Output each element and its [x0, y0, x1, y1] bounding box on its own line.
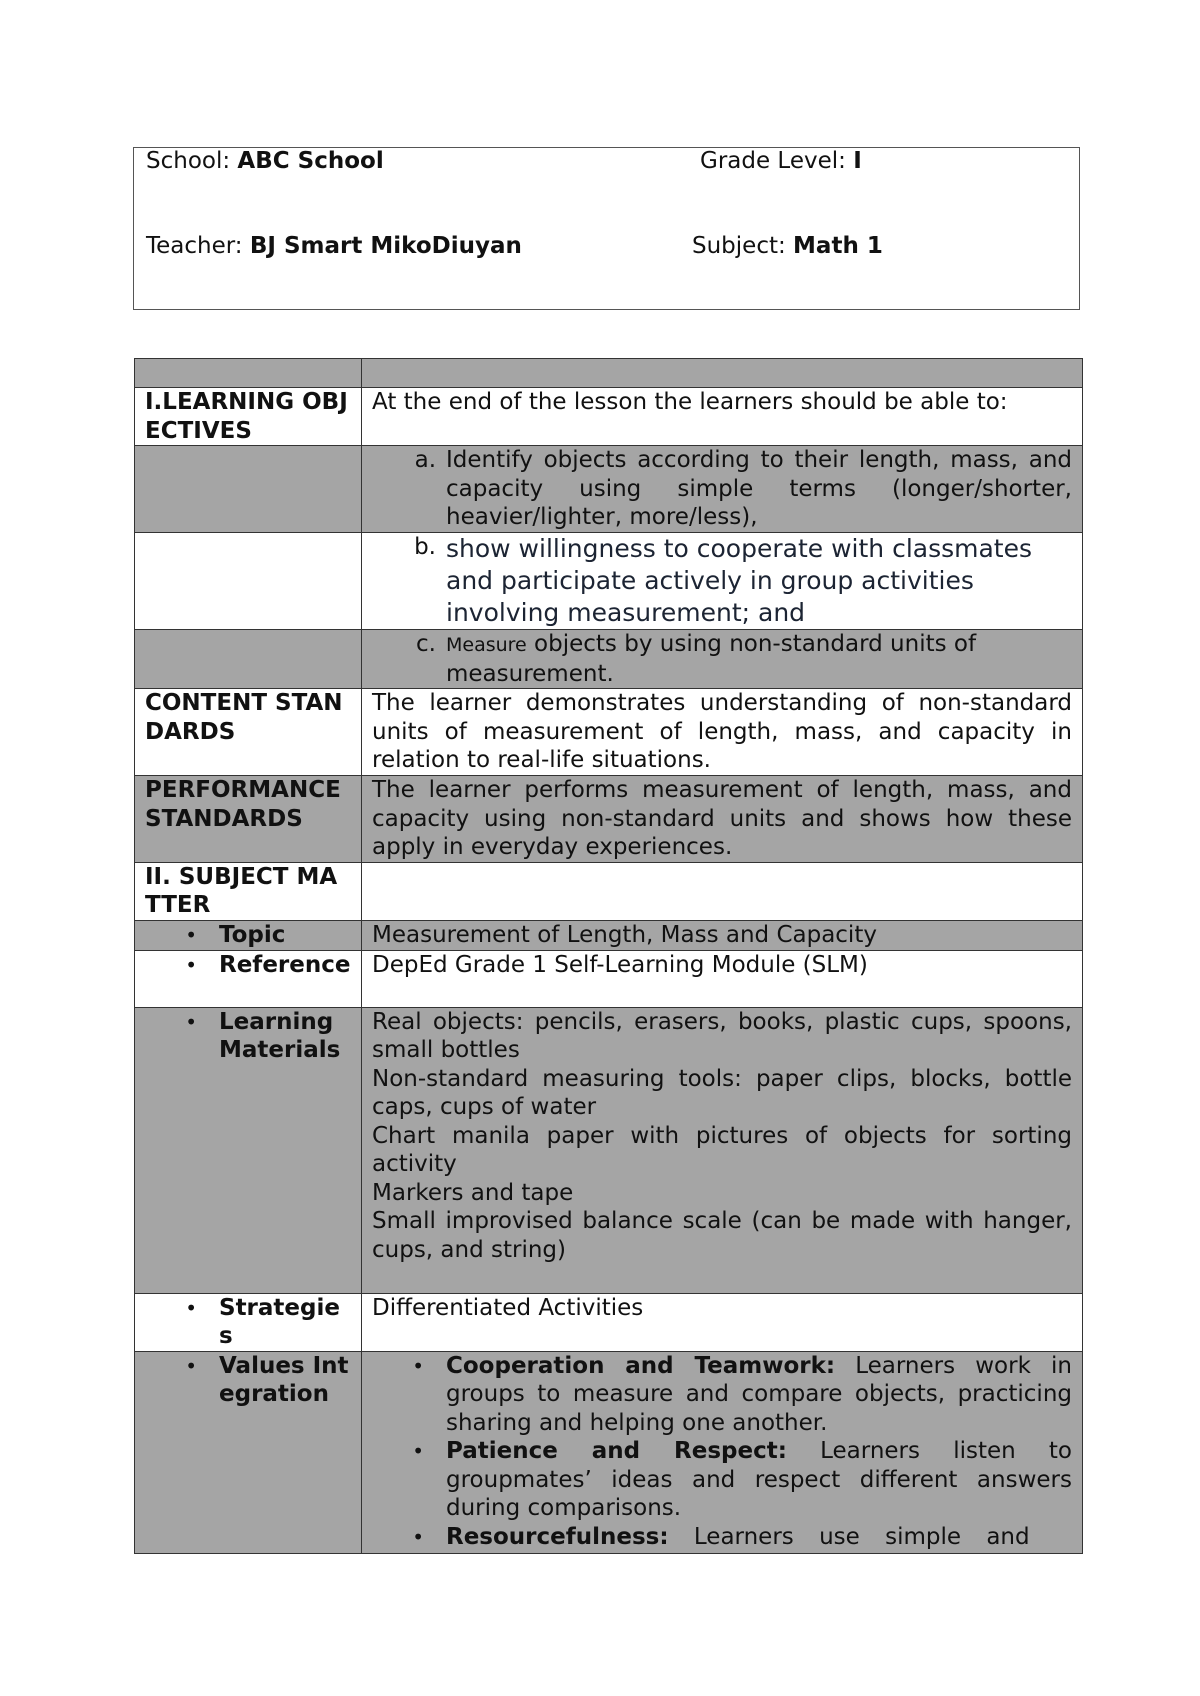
- bullet-icon: •: [185, 922, 197, 947]
- list-item: Small improvised balance scale (can be made with hanger, cups, and string): [372, 1208, 1072, 1263]
- values-label: Values Integration: [219, 1352, 349, 1407]
- table-row: [135, 920, 1083, 950]
- grade-value: I: [853, 148, 862, 174]
- bullet-icon: •: [412, 1353, 424, 1378]
- table-row: [135, 1293, 1083, 1351]
- value-text: Learners work in groups to measure and compare objects, practicing sharing and helping one another.: [446, 1352, 1072, 1436]
- bullet-icon: •: [412, 1439, 424, 1463]
- table-row: [135, 950, 1083, 1007]
- topic-label: Topic: [219, 921, 286, 948]
- materials-list: [362, 1007, 1083, 1293]
- teacher-label: Teacher:: [146, 233, 243, 259]
- school-value: ABC School: [237, 148, 384, 174]
- values-list: [362, 1351, 1083, 1553]
- table-row: [135, 533, 1083, 630]
- list-item: [372, 1437, 1072, 1523]
- table-row: [135, 388, 1083, 446]
- list-item: [372, 1523, 1072, 1552]
- table-row: [135, 1351, 1083, 1553]
- performance-standards-label: PERFORMANCE STANDARDS: [135, 776, 362, 863]
- objective-c-marker: c.: [416, 631, 436, 657]
- objectives-intro: At the end of the lesson the learners should be able to:: [362, 388, 1083, 446]
- table-row: [135, 1007, 1083, 1293]
- value-text: Learners use simple and: [668, 1523, 1030, 1550]
- list-item: Non-standard measuring tools: paper clips, blocks, bottle caps, cups of water: [372, 1065, 1072, 1120]
- content-standards-label: CONTENT STANDARDS: [135, 689, 362, 776]
- bullet-icon: •: [412, 1524, 424, 1549]
- header-info-box: [133, 147, 1080, 310]
- objective-c-text-wrap: [446, 630, 1072, 688]
- objective-a-text: Identify objects according to their length, mass, and capacity using simple terms (longer/shorter, heavier/lighter, more/less),: [446, 447, 1072, 530]
- performance-standards-text: The learner performs measurement of length, mass, and capacity using non-standard units and shows how these apply in everyday experiences.: [362, 776, 1083, 863]
- objective-b-marker: b.: [414, 534, 436, 560]
- subject-field: [692, 233, 883, 259]
- value-text: Learners listen to groupmates’ ideas and respect different answers during comparisons.: [446, 1438, 1073, 1521]
- table-cell-empty: [135, 533, 362, 630]
- strategies-label-cell: [135, 1293, 362, 1351]
- subject-matter-label: II. SUBJECT MATTER: [135, 862, 362, 920]
- table-row: [135, 630, 1083, 689]
- table-row: [135, 359, 1083, 388]
- objective-c-text: objects by using non-standard units of measurement.: [446, 631, 977, 687]
- reference-label-cell: [135, 950, 362, 1007]
- objective-b-text: show willingness to cooperate with classmates and participate actively in group activities involving measurement; and: [446, 534, 1033, 627]
- reference-value: DepEd Grade 1 Self-Learning Module (SLM): [362, 950, 1083, 1007]
- list-item: [372, 1352, 1072, 1438]
- table-row: [135, 862, 1083, 920]
- table-cell-empty: [362, 862, 1083, 920]
- table-cell-empty: [362, 359, 1083, 388]
- grade-label: Grade Level:: [700, 148, 846, 174]
- value-title: Patience and Respect:: [446, 1438, 787, 1464]
- strategies-value: Differentiated Activities: [362, 1293, 1083, 1351]
- bullet-icon: •: [185, 1009, 197, 1034]
- objective-c-cell: [362, 630, 1083, 689]
- values-label-cell: [135, 1351, 362, 1553]
- table-cell-empty: [135, 359, 362, 388]
- objective-c-verb: Measure: [446, 634, 527, 656]
- school-label: School:: [146, 148, 231, 174]
- table-row: [135, 689, 1083, 776]
- subject-value: Math 1: [793, 233, 883, 259]
- list-item: Markers and tape: [372, 1179, 574, 1206]
- list-item: Real objects: pencils, erasers, books, plastic cups, spoons, small bottles: [372, 1008, 1072, 1063]
- topic-label-cell: [135, 920, 362, 950]
- list-item: Chart manila paper with pictures of objects for sorting activity: [372, 1122, 1072, 1177]
- bullet-icon: •: [185, 1353, 197, 1378]
- materials-label-cell: [135, 1007, 362, 1293]
- bullet-icon: •: [185, 952, 197, 977]
- teacher-field: [146, 233, 522, 259]
- value-title: Resourcefulness:: [446, 1523, 669, 1550]
- bullet-icon: •: [185, 1295, 197, 1320]
- table-row: [135, 776, 1083, 863]
- school-field: [146, 148, 384, 174]
- grade-level-field: [700, 148, 862, 174]
- objective-b-cell: [362, 533, 1083, 630]
- reference-label: Reference: [219, 951, 351, 978]
- objective-a-cell: [362, 446, 1083, 533]
- teacher-value: BJ Smart MikoDiuyan: [249, 233, 522, 259]
- objectives-label: I.LEARNING OBJECTIVES: [135, 388, 362, 446]
- objective-a-marker: a.: [414, 447, 436, 473]
- content-standards-text: The learner demonstrates understanding of non-standard units of measurement of length, mass, and capacity in relation to real-life situations.: [362, 689, 1083, 776]
- strategies-label: Strategies: [219, 1294, 340, 1349]
- table-cell-empty: [135, 446, 362, 533]
- table-cell-empty: [135, 630, 362, 689]
- lesson-plan-table: [134, 358, 1083, 1554]
- subject-label: Subject:: [692, 233, 786, 259]
- materials-label: Learning Materials: [219, 1008, 341, 1063]
- value-title: Cooperation and Teamwork:: [446, 1352, 836, 1379]
- table-row: [135, 446, 1083, 533]
- topic-value: Measurement of Length, Mass and Capacity: [362, 920, 1083, 950]
